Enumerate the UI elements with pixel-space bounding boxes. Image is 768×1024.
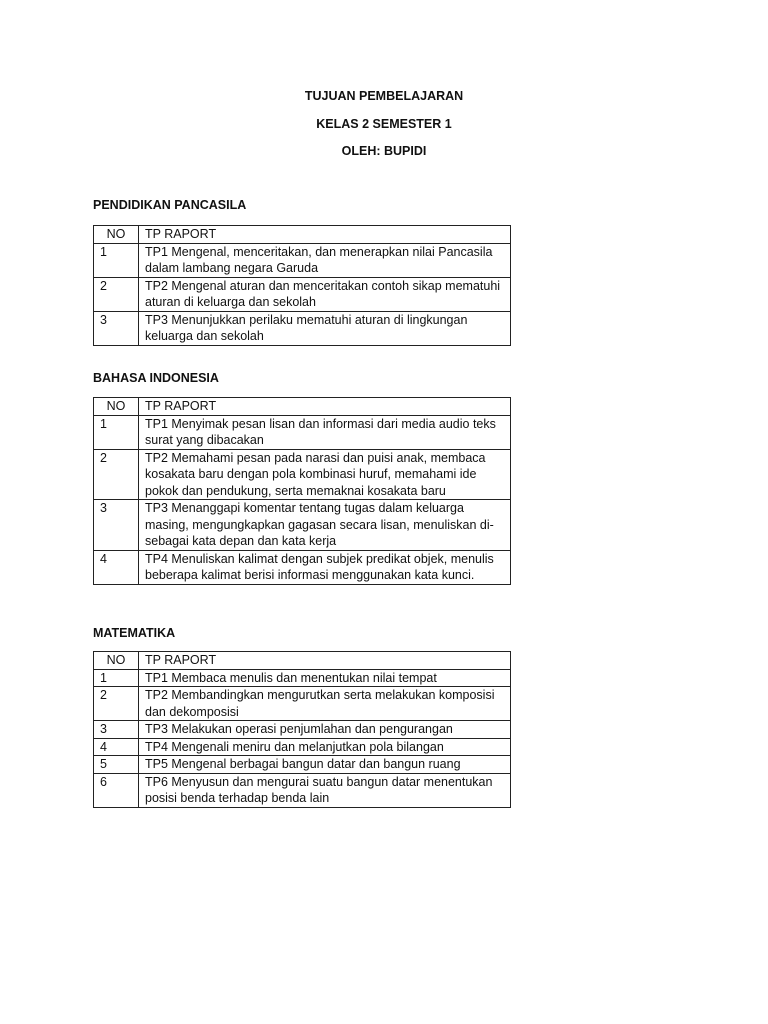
table-row — [94, 449, 511, 500]
table-row — [94, 415, 511, 449]
table-row — [94, 311, 511, 345]
row-tp: TP1 Menyimak pesan lisan dan informasi dari media audio teks surat yang dibacakan — [139, 415, 511, 449]
row-tp: TP5 Mengenal berbagai bangun datar dan bangun ruang — [139, 756, 511, 774]
table-row — [94, 738, 511, 756]
document-class: KELAS 2 SEMESTER 1 — [316, 117, 452, 131]
header-tp: TP RAPORT — [139, 226, 511, 244]
row-tp: TP4 Menuliskan kalimat dengan subjek predikat objek, menulis beberapa kalimat berisi informasi menggunakan kata kunci. — [139, 550, 511, 584]
table-row — [94, 243, 511, 277]
header-tp: TP RAPORT — [139, 652, 511, 670]
table-row — [94, 773, 511, 807]
row-no: 4 — [94, 738, 139, 756]
table-row — [94, 756, 511, 774]
row-no: 1 — [94, 243, 139, 277]
document-author: OLEH: BUPIDI — [341, 144, 427, 158]
row-no: 2 — [94, 687, 139, 721]
row-no: 5 — [94, 756, 139, 774]
row-tp: TP4 Mengenali meniru dan melanjutkan pola bilangan — [139, 738, 511, 756]
row-no: 3 — [94, 311, 139, 345]
table-row — [94, 550, 511, 584]
row-tp: TP6 Menyusun dan mengurai suatu bangun datar menentukan posisi benda terhadap benda lain — [139, 773, 511, 807]
table-header-row — [94, 652, 511, 670]
header-no: NO — [94, 398, 139, 416]
header-tp: TP RAPORT — [139, 398, 511, 416]
table-row — [94, 687, 511, 721]
table-pancasila — [93, 225, 511, 346]
row-no: 3 — [94, 500, 139, 551]
row-tp: TP3 Melakukan operasi penjumlahan dan pengurangan — [139, 721, 511, 739]
row-no: 3 — [94, 721, 139, 739]
row-no: 2 — [94, 449, 139, 500]
row-no: 6 — [94, 773, 139, 807]
row-no: 4 — [94, 550, 139, 584]
table-row — [94, 277, 511, 311]
table-row — [94, 669, 511, 687]
document-title: TUJUAN PEMBELAJARAN — [304, 89, 464, 103]
row-tp: TP2 Memahami pesan pada narasi dan puisi anak, membaca kosakata baru dengan pola kombinasi huruf, memahami ide pokok dan pendukung, serta memaknai kosakata baru — [139, 449, 511, 500]
section-heading-matematika: MATEMATIKA — [93, 626, 176, 640]
table-matematika — [93, 651, 511, 808]
table-header-row — [94, 398, 511, 416]
row-tp: TP1 Mengenal, menceritakan, dan menerapkan nilai Pancasila dalam lambang negara Garuda — [139, 243, 511, 277]
header-no: NO — [94, 226, 139, 244]
table-header-row — [94, 226, 511, 244]
row-tp: TP1 Membaca menulis dan menentukan nilai tempat — [139, 669, 511, 687]
row-tp: TP3 Menunjukkan perilaku mematuhi aturan di lingkungan keluarga dan sekolah — [139, 311, 511, 345]
header-no: NO — [94, 652, 139, 670]
row-tp: TP3 Menanggapi komentar tentang tugas dalam keluarga masing, mengungkapkan gagasan secara lisan, menuliskan di-sebagai kata depan dan kata kerja — [139, 500, 511, 551]
row-no: 1 — [94, 415, 139, 449]
row-no: 1 — [94, 669, 139, 687]
table-row — [94, 500, 511, 551]
row-tp: TP2 Membandingkan mengurutkan serta melakukan komposisi dan dekomposisi — [139, 687, 511, 721]
row-no: 2 — [94, 277, 139, 311]
table-row — [94, 721, 511, 739]
row-tp: TP2 Mengenal aturan dan menceritakan contoh sikap mematuhi aturan di keluarga dan sekolah — [139, 277, 511, 311]
table-bahasa-indonesia — [93, 397, 511, 585]
section-heading-pancasila: PENDIDIKAN PANCASILA — [93, 198, 247, 212]
section-heading-bahasa-indonesia: BAHASA INDONESIA — [93, 371, 219, 385]
